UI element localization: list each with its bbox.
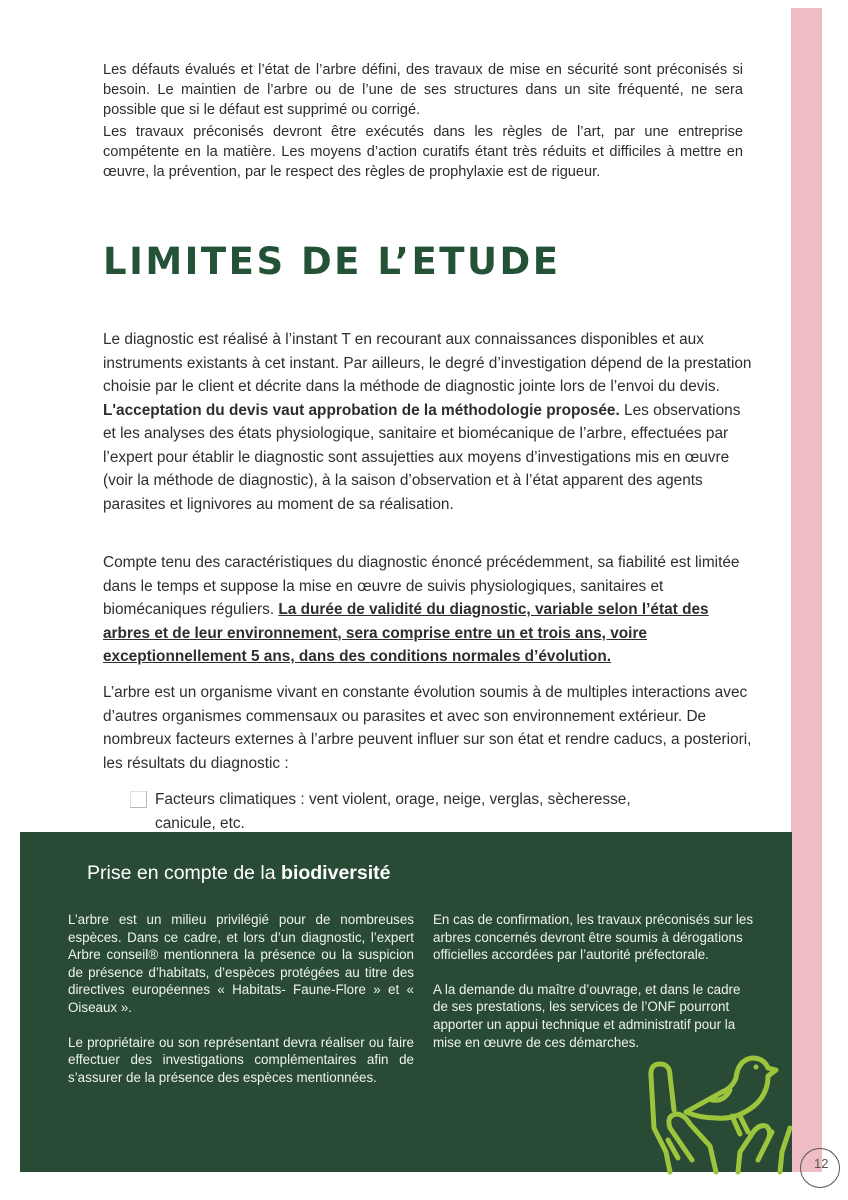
limits-paragraph-2 [103,551,753,669]
validity-statement: La durée de validité du diagnostic, variable selon l’état des arbres et de leur environnement, sera comprise entre un et trois ans, voire exceptionnellement 5 ans, dans des conditions normales d’évolution. [103,601,709,665]
biodiversity-title [87,862,390,885]
limits-paragraph-2-text: Compte tenu des caractéristiques du diagnostic énoncé précédemment, sa fiabilité est limitée dans le temps et suppose la mise en œuvre de suivis physiologiques, sanitaires et biomécaniques réguliers. [103,554,740,618]
side-color-strip [791,8,822,1172]
limits-paragraph-1 [103,328,753,516]
biodiversity-left-paragraph: Le propriétaire ou son représentant devra réaliser ou faire effectuer des investigations complémentaires afin de s’assurer de la présence des espèces mentionnées. [68,1034,414,1085]
limits-paragraph-1-bold: L'acceptation du devis vaut approbation de la méthodologie proposée. [103,401,620,419]
bullet-item [130,788,675,835]
biodiversity-left-paragraph: L’arbre est un milieu privilégié pour de nombreuses espèces. Dans ce cadre, et lors d’un diagnostic, l’expert Arbre conseil® mentionnera la présence ou la suspicion de présence d’habitats, d’espèces protégées au titre des directives européennes « Habitats- Faune-Flore » et « Oiseaux ». [68,912,414,1015]
section-title: LIMITES DE L’ETUDE [103,240,561,283]
page-number: 12 [814,1156,829,1171]
limits-paragraph-1-end: Les observations et les analyses des états physiologique, sanitaire et biomécanique de l’arbre, effectuées par l’expert pour établir le diagnostic sont assujetties aux moyens d’investigations mis en œuvre (voir la méthode de diagnostic), à la saison d’observation et à l’état apparent des agents parasites et lignivores au moment de sa réalisation. [103,401,741,513]
limits-paragraph-3: L’arbre est un organisme vivant en constante évolution soumis à de multiples interactions avec d’autres organismes commensaux ou parasites et avec son environnement extérieur. De nombreux facteurs externes à l’arbre peuvent influer sur son état et rendre caducs, a posteriori, les résultats du diagnostic : [103,684,752,772]
biodiversity-title-bold: biodiversité [281,862,391,884]
intro-paragraph-1: Les défauts évalués et l’état de l’arbre défini, des travaux de mise en sécurité sont préconisés si besoin. Le maintien de l’arbre ou de l’une de ses structures dans un site fréquenté, ne sera possible que si le défaut est supprimé ou corrigé. [103,62,743,118]
biodiversity-right-paragraph: A la demande du maître d’ouvrage, et dans le cadre de ses prestations, les services de l’ONF pourront apporter un appui technique et administratif pour la mise en œuvre de ces démarches. [433,981,741,1050]
biodiversity-title-regular: Prise en compte de la [87,862,282,884]
biodiversity-right-paragraph: En cas de confirmation, les travaux préconisés sur les arbres concernés devront être soumis à dérogations officielles accordées par l’autorité préfectorale. [433,912,754,963]
intro-paragraph-2: Les travaux préconisés devront être exécutés dans les règles de l’art, par une entreprise compétente en la matière. Les moyens d’action curatifs étant très réduits et difficiles à mettre en œuvre, la prévention, par le respect des règles de prophylaxie est de rigueur. [103,124,743,180]
bullet-text: Facteurs climatiques : vent violent, orage, neige, verglas, sècheresse, canicule, etc. [155,791,631,832]
biodiversity-left-column [68,911,414,1103]
checkbox-icon [130,791,147,808]
limits-paragraph-1-text: Le diagnostic est réalisé à l’instant T en recourant aux connaissances disponibles et aux instruments existants à cet instant. Par ailleurs, le degré d’investigation dépend de la prestation choisie par le client et décrite dans la méthode de diagnostic jointe lors de l’envoi du devis. [103,331,752,395]
bird-eye [754,1065,759,1070]
hands-holding-bird-icon [640,1040,792,1172]
page-number-badge [798,1146,829,1172]
